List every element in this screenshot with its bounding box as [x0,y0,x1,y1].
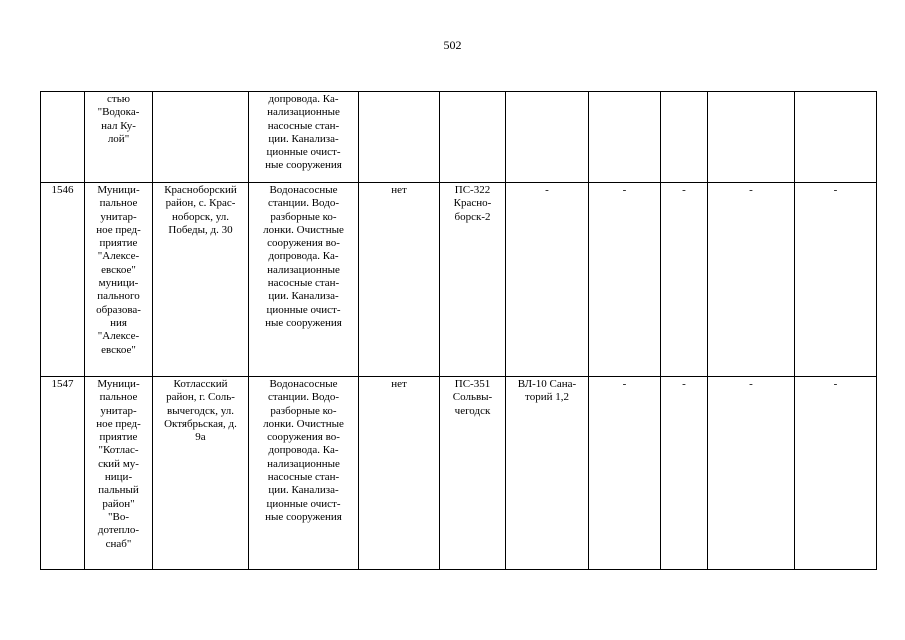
cell-col9 [661,92,708,183]
cell-col10 [708,92,795,183]
cell-col9: - [661,183,708,377]
cell-col11 [795,92,877,183]
table-row [41,92,877,183]
cell-col9: - [661,377,708,570]
organization-cell: стью "Водока- нал Ку- лой" [85,92,153,183]
cell-col7: - [506,183,589,377]
cell-col5: нет [359,377,440,570]
cell-col10: - [708,183,795,377]
cell-col6 [440,92,506,183]
row-number-cell [41,92,85,183]
cell-col11: - [795,183,877,377]
cell-col10: - [708,377,795,570]
organization-cell: Муници- пальное унитар- ное пред- приятие "Алексе- евское" муници- пального образова- ния "Алексе- евское" [85,183,153,377]
cell-col8 [589,92,661,183]
objects-cell: допровода. Ка- нализационные насосные стан- ции. Канализа- ционные очист- ные сооружения [249,92,359,183]
cell-col11: - [795,377,877,570]
cell-col6: ПС-322 Красно- борск-2 [440,183,506,377]
objects-cell: Водонасосные станции. Водо- разборные ко- лонки. Очистные сооружения во- допровода. Ка- нализационные насосные стан- ции. Канализа- ционные очист- ные сооружения [249,183,359,377]
organization-cell: Муници- пальное унитар- ное пред- приятие "Котлас- ский му- ници- пальный район" "Во- дотепло- снаб" [85,377,153,570]
page-number: 502 [443,38,462,52]
cell-col7: ВЛ-10 Сана- торий 1,2 [506,377,589,570]
address-cell: Котласский район, г. Соль- вычегодск, ул. Октябрьская, д. 9а [153,377,249,570]
table-row [41,377,877,570]
row-number-cell: 1546 [41,183,85,377]
cell-col5 [359,92,440,183]
row-number-cell: 1547 [41,377,85,570]
address-cell [153,92,249,183]
objects-cell: Водонасосные станции. Водо- разборные ко- лонки. Очистные сооружения во- допровода. Ка- нализационные насосные стан- ции. Канализа- ционные очист- ные сооружения [249,377,359,570]
cell-col8: - [589,377,661,570]
address-cell: Красноборский район, с. Крас- ноборск, ул. Победы, д. 30 [153,183,249,377]
cell-col8: - [589,183,661,377]
cell-col7 [506,92,589,183]
cell-col6: ПС-351 Сольвы- чегодск [440,377,506,570]
cell-col5: нет [359,183,440,377]
data-table [40,91,877,570]
table-row [41,183,877,377]
